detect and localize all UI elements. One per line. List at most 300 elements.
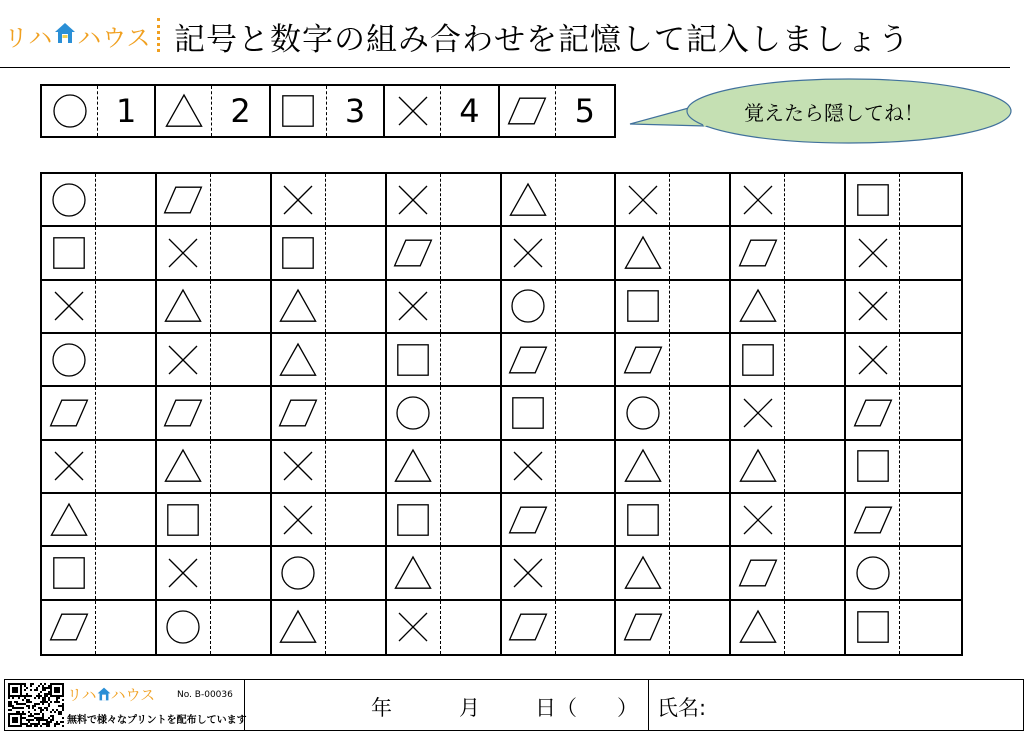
grid-cell	[272, 441, 387, 494]
grid-cell	[846, 494, 961, 547]
answer-box[interactable]	[96, 387, 155, 438]
key-pair	[500, 86, 614, 136]
grid-cell	[731, 334, 846, 387]
grid-cell	[387, 494, 502, 547]
answer-box[interactable]	[900, 334, 961, 385]
square-icon	[393, 500, 433, 540]
cell-symbol	[157, 547, 211, 598]
triangle-icon	[623, 553, 663, 593]
grid-cell	[616, 494, 731, 547]
cell-symbol	[42, 334, 96, 385]
answer-box[interactable]	[211, 174, 270, 225]
cell-symbol	[731, 227, 785, 278]
cross-icon	[393, 180, 433, 220]
name-field[interactable]	[649, 680, 1023, 730]
cross-icon	[853, 286, 893, 326]
answer-box[interactable]	[96, 441, 155, 492]
grid-cell	[731, 281, 846, 334]
cell-symbol	[387, 601, 441, 654]
answer-box[interactable]	[96, 174, 155, 225]
grid-cell	[616, 441, 731, 494]
cross-icon	[163, 340, 203, 380]
cell-symbol	[731, 494, 785, 545]
footer-tagline: 無料で様々なプリントを配布しています	[67, 715, 247, 726]
grid-cell	[502, 601, 617, 654]
grid-cell	[616, 281, 731, 334]
answer-box[interactable]	[556, 174, 615, 225]
answer-box[interactable]	[441, 334, 500, 385]
grid-cell	[616, 334, 731, 387]
cell-symbol	[387, 547, 441, 598]
answer-box[interactable]	[326, 334, 385, 385]
grid-cell	[502, 334, 617, 387]
grid-cell	[157, 334, 272, 387]
key-symbol	[156, 86, 212, 136]
cell-symbol	[846, 547, 900, 598]
grid-cell	[387, 334, 502, 387]
answer-box[interactable]	[211, 227, 270, 278]
cross-icon	[853, 340, 893, 380]
grid-cell	[616, 601, 731, 654]
grid-cell	[272, 601, 387, 654]
answer-box[interactable]	[211, 494, 270, 545]
cell-symbol	[616, 227, 670, 278]
answer-box[interactable]	[785, 387, 844, 438]
cell-symbol	[846, 441, 900, 492]
answer-box[interactable]	[556, 387, 615, 438]
answer-box[interactable]	[556, 494, 615, 545]
cell-symbol	[387, 441, 441, 492]
grid-cell	[502, 174, 617, 227]
cell-symbol	[731, 174, 785, 225]
brand-logo	[4, 18, 152, 52]
grid-cell	[42, 441, 157, 494]
answer-box[interactable]	[441, 174, 500, 225]
grid-cell	[846, 441, 961, 494]
answer-box[interactable]	[900, 387, 961, 438]
answer-box[interactable]	[326, 281, 385, 332]
cell-symbol	[387, 334, 441, 385]
triangle-icon	[49, 500, 89, 540]
answer-box[interactable]	[785, 441, 844, 492]
grid-cell	[846, 601, 961, 654]
cell-symbol	[42, 174, 96, 225]
grid-cell	[846, 281, 961, 334]
circle-icon	[623, 393, 663, 433]
grid-cell	[272, 494, 387, 547]
answer-box[interactable]	[441, 281, 500, 332]
cell-symbol	[846, 334, 900, 385]
triangle-icon	[738, 607, 778, 647]
square-icon	[623, 286, 663, 326]
answer-box[interactable]	[211, 601, 270, 654]
answer-box[interactable]	[670, 494, 729, 545]
parallelogram-icon	[853, 500, 893, 540]
answer-box[interactable]	[96, 334, 155, 385]
answer-box[interactable]	[96, 494, 155, 545]
key-number: 3	[344, 92, 366, 130]
grid-cell	[846, 227, 961, 280]
triangle-icon	[623, 446, 663, 486]
answer-box[interactable]	[900, 547, 961, 598]
grid-cell	[387, 547, 502, 600]
answer-box[interactable]	[441, 387, 500, 438]
cell-symbol	[502, 441, 556, 492]
triangle-icon	[278, 607, 318, 647]
grid-cell	[42, 334, 157, 387]
answer-box[interactable]	[441, 547, 500, 598]
answer-box[interactable]	[326, 547, 385, 598]
key-number: 4	[459, 92, 480, 130]
logo-text-b: ハウス	[77, 23, 152, 52]
circle-icon	[50, 91, 90, 131]
grid-cell	[731, 547, 846, 600]
cell-symbol	[846, 227, 900, 278]
cell-symbol	[157, 601, 211, 654]
triangle-icon	[623, 233, 663, 273]
answer-box[interactable]	[670, 227, 729, 278]
answer-box[interactable]	[96, 281, 155, 332]
answer-box[interactable]	[211, 334, 270, 385]
answer-box[interactable]	[670, 547, 729, 598]
grid-cell	[387, 281, 502, 334]
cell-symbol	[157, 174, 211, 225]
cell-symbol	[616, 441, 670, 492]
answer-box[interactable]	[785, 547, 844, 598]
footer	[4, 679, 1024, 731]
answer-box[interactable]	[785, 227, 844, 278]
cross-icon	[278, 180, 318, 220]
bubble-text: 覚えたら隠してね！	[744, 101, 924, 125]
grid-cell	[846, 174, 961, 227]
cross-icon	[623, 180, 663, 220]
answer-box[interactable]	[556, 601, 615, 654]
answer-box[interactable]	[211, 281, 270, 332]
cell-symbol	[157, 441, 211, 492]
triangle-icon	[508, 180, 548, 220]
triangle-icon	[163, 286, 203, 326]
grid-cell	[616, 547, 731, 600]
cross-icon	[508, 446, 548, 486]
grid-cell	[157, 281, 272, 334]
answer-box[interactable]	[441, 494, 500, 545]
cross-icon	[49, 446, 89, 486]
answer-box[interactable]	[670, 601, 729, 654]
cell-symbol	[272, 601, 326, 654]
parallelogram-icon	[508, 340, 548, 380]
cell-symbol	[387, 227, 441, 278]
grid-cell	[42, 547, 157, 600]
date-field[interactable]	[245, 680, 649, 730]
grid-cell	[272, 281, 387, 334]
cross-icon	[508, 233, 548, 273]
grid-cell	[846, 547, 961, 600]
cell-symbol	[731, 601, 785, 654]
answer-box[interactable]	[211, 387, 270, 438]
symbol-number-key	[40, 84, 616, 138]
answer-box[interactable]	[785, 601, 844, 654]
grid-cell	[157, 441, 272, 494]
cross-icon	[393, 607, 433, 647]
grid-cell	[846, 334, 961, 387]
cell-symbol	[731, 334, 785, 385]
answer-box[interactable]	[326, 174, 385, 225]
key-number: 2	[230, 92, 251, 130]
answer-box[interactable]	[96, 601, 155, 654]
cross-icon	[738, 393, 778, 433]
cell-symbol	[846, 281, 900, 332]
circle-icon	[393, 393, 433, 433]
cell-symbol	[502, 227, 556, 278]
grid-cell	[157, 227, 272, 280]
triangle-icon	[393, 553, 433, 593]
cell-symbol	[502, 547, 556, 598]
cell-symbol	[387, 174, 441, 225]
parallelogram-icon	[278, 393, 318, 433]
logo-text-a: リハ	[4, 23, 54, 52]
triangle-icon	[278, 340, 318, 380]
cell-symbol	[846, 387, 900, 438]
grid-cell	[157, 547, 272, 600]
cell-symbol	[502, 174, 556, 225]
key-symbol	[271, 86, 327, 136]
key-symbol	[42, 86, 98, 136]
grid-cell	[846, 387, 961, 440]
square-icon	[853, 607, 893, 647]
cross-icon	[278, 500, 318, 540]
parallelogram-icon	[623, 340, 663, 380]
cell-symbol	[42, 281, 96, 332]
key-number: 1	[116, 92, 137, 130]
close-paren: ）	[617, 696, 638, 720]
answer-box[interactable]	[670, 281, 729, 332]
circle-icon	[853, 553, 893, 593]
cross-icon	[508, 553, 548, 593]
grid-cell	[502, 387, 617, 440]
answer-box[interactable]	[441, 441, 500, 492]
answer-box[interactable]	[785, 174, 844, 225]
cell-symbol	[42, 547, 96, 598]
square-icon	[738, 340, 778, 380]
cell-symbol	[502, 281, 556, 332]
grid-cell	[731, 174, 846, 227]
cell-symbol	[616, 387, 670, 438]
answer-box[interactable]	[900, 281, 961, 332]
key-symbol	[500, 86, 556, 136]
grid-cell	[387, 174, 502, 227]
grid-cell	[272, 387, 387, 440]
circle-icon	[49, 340, 89, 380]
house-icon	[97, 687, 111, 701]
key-symbol	[385, 86, 441, 136]
cell-symbol	[42, 387, 96, 438]
answer-box[interactable]	[441, 227, 500, 278]
answer-box[interactable]	[900, 174, 961, 225]
cell-symbol	[846, 174, 900, 225]
grid-cell	[157, 387, 272, 440]
square-icon	[278, 91, 318, 131]
cell-symbol	[272, 281, 326, 332]
answer-box[interactable]	[326, 441, 385, 492]
cell-symbol	[731, 281, 785, 332]
cross-icon	[738, 500, 778, 540]
cell-symbol	[616, 281, 670, 332]
answer-box[interactable]	[441, 601, 500, 654]
grid-cell	[42, 281, 157, 334]
answer-box[interactable]	[670, 441, 729, 492]
grid-cell	[272, 174, 387, 227]
square-icon	[49, 233, 89, 273]
answer-box[interactable]	[900, 441, 961, 492]
grid-cell	[731, 387, 846, 440]
grid-cell	[157, 601, 272, 654]
parallelogram-icon	[49, 393, 89, 433]
cell-symbol	[157, 227, 211, 278]
grid-cell	[731, 601, 846, 654]
key-pair	[271, 86, 385, 136]
grid-cell	[616, 227, 731, 280]
square-icon	[853, 446, 893, 486]
cell-symbol	[272, 227, 326, 278]
footer-logo-text-a: リハ	[67, 686, 97, 704]
qr-code-icon	[8, 683, 64, 727]
cell-symbol	[502, 601, 556, 654]
grid-cell	[616, 387, 731, 440]
cell-symbol	[387, 494, 441, 545]
grid-cell	[387, 441, 502, 494]
grid-cell	[731, 227, 846, 280]
answer-box[interactable]	[556, 334, 615, 385]
cell-symbol	[272, 334, 326, 385]
footer-logo-text-b: ハウス	[110, 686, 156, 704]
cell-symbol	[731, 387, 785, 438]
grid-cell	[42, 494, 157, 547]
square-icon	[508, 393, 548, 433]
cell-symbol	[157, 387, 211, 438]
day-label: 日（	[535, 696, 577, 720]
parallelogram-icon	[853, 393, 893, 433]
parallelogram-icon	[738, 233, 778, 273]
parallelogram-icon	[49, 607, 89, 647]
answer-box[interactable]	[326, 494, 385, 545]
cell-symbol	[42, 441, 96, 492]
cell-symbol	[846, 601, 900, 654]
grid-cell	[731, 441, 846, 494]
grid-cell	[502, 281, 617, 334]
square-icon	[623, 500, 663, 540]
square-icon	[278, 233, 318, 273]
cell-symbol	[616, 601, 670, 654]
answer-box[interactable]	[670, 334, 729, 385]
year-label: 年	[371, 696, 392, 720]
grid-cell	[42, 601, 157, 654]
header-rule	[0, 67, 1010, 68]
answer-box[interactable]	[96, 227, 155, 278]
grid-cell	[157, 494, 272, 547]
answer-box[interactable]	[900, 601, 961, 654]
answer-box[interactable]	[900, 227, 961, 278]
answer-box[interactable]	[785, 281, 844, 332]
circle-icon	[508, 286, 548, 326]
answer-box[interactable]	[785, 334, 844, 385]
cell-symbol	[387, 387, 441, 438]
grid-cell	[42, 174, 157, 227]
answer-box[interactable]	[556, 441, 615, 492]
grid-cell	[272, 547, 387, 600]
cell-symbol	[846, 494, 900, 545]
cross-icon	[163, 553, 203, 593]
answer-box[interactable]	[211, 547, 270, 598]
answer-box[interactable]	[556, 227, 615, 278]
cross-icon	[278, 446, 318, 486]
grid-cell	[387, 601, 502, 654]
answer-box[interactable]	[556, 281, 615, 332]
grid-cell	[42, 227, 157, 280]
cell-symbol	[157, 281, 211, 332]
grid-cell	[387, 387, 502, 440]
cell-symbol	[272, 494, 326, 545]
answer-box[interactable]	[670, 387, 729, 438]
key-pair	[156, 86, 270, 136]
answer-box[interactable]	[670, 174, 729, 225]
answer-box[interactable]	[326, 601, 385, 654]
answer-box[interactable]	[326, 227, 385, 278]
cell-symbol	[42, 601, 96, 654]
grid-cell	[731, 494, 846, 547]
grid-cell	[42, 387, 157, 440]
parallelogram-icon	[507, 91, 547, 131]
parallelogram-icon	[508, 500, 548, 540]
square-icon	[853, 180, 893, 220]
cell-symbol	[387, 281, 441, 332]
triangle-icon	[393, 446, 433, 486]
key-pair	[385, 86, 499, 136]
cell-symbol	[616, 334, 670, 385]
sheet-number: No. B-00036	[177, 690, 233, 700]
key-pair	[42, 86, 156, 136]
cell-symbol	[616, 174, 670, 225]
footer-brand	[5, 680, 245, 730]
grid-cell	[502, 441, 617, 494]
cell-symbol	[502, 334, 556, 385]
cross-icon	[393, 286, 433, 326]
grid-cell	[502, 494, 617, 547]
parallelogram-icon	[623, 607, 663, 647]
cell-symbol	[157, 334, 211, 385]
cell-symbol	[616, 494, 670, 545]
grid-cell	[616, 174, 731, 227]
cross-icon	[393, 91, 433, 131]
parallelogram-icon	[163, 180, 203, 220]
name-label: 氏名:	[657, 696, 707, 720]
triangle-icon	[738, 286, 778, 326]
triangle-icon	[278, 286, 318, 326]
page-title: 記号と数字の組み合わせを記憶して記入しましょう	[174, 22, 910, 58]
answer-box[interactable]	[785, 494, 844, 545]
answer-grid	[40, 172, 963, 656]
answer-box[interactable]	[326, 387, 385, 438]
cell-symbol	[272, 547, 326, 598]
cell-symbol	[272, 441, 326, 492]
answer-box[interactable]	[211, 441, 270, 492]
answer-box[interactable]	[900, 494, 961, 545]
parallelogram-icon	[738, 553, 778, 593]
cell-symbol	[272, 387, 326, 438]
grid-cell	[272, 334, 387, 387]
answer-box[interactable]	[556, 547, 615, 598]
circle-icon	[49, 180, 89, 220]
answer-box[interactable]	[96, 547, 155, 598]
